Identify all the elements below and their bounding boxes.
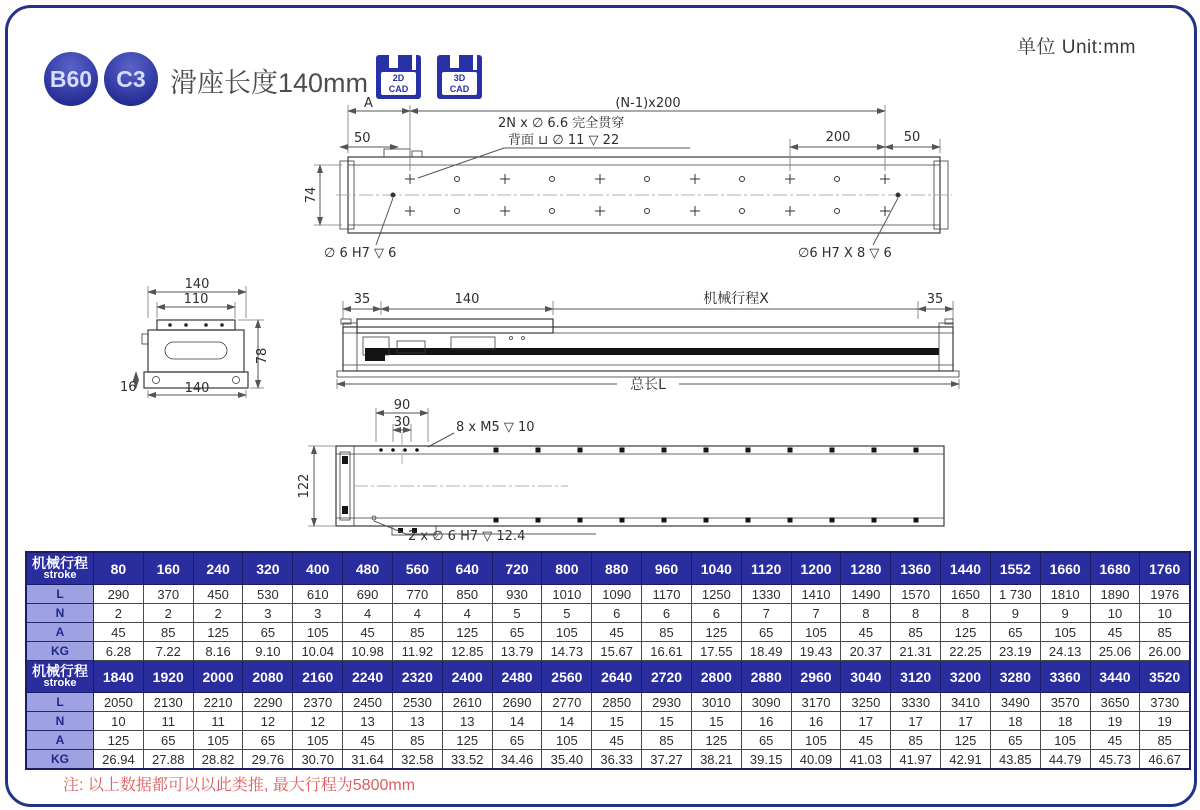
spec-cell: 19.43: [791, 642, 841, 661]
spec-cell: 38.21: [691, 750, 741, 770]
row-label-kg: KG: [26, 750, 94, 770]
spec-cell: 3410: [941, 693, 991, 712]
row-label-l: L: [26, 693, 94, 712]
stroke-value-cell: 1840: [94, 661, 144, 693]
stroke-value-cell: 80: [94, 552, 144, 585]
cross-section-drawing: [118, 276, 276, 400]
dowel-note: 2 x ∅ 6 H7 ▽ 12.4: [408, 529, 526, 544]
top-view-drawing: [298, 95, 958, 265]
stroke-value-cell: 2560: [542, 661, 592, 693]
spec-cell: 85: [642, 623, 692, 642]
spec-cell: 610: [293, 585, 343, 604]
stroke-value-cell: 3280: [990, 661, 1040, 693]
spec-cell: 1010: [542, 585, 592, 604]
spec-cell: 26.00: [1140, 642, 1190, 661]
spec-cell: 12.85: [442, 642, 492, 661]
spec-cell: 13: [343, 712, 393, 731]
stroke-value-cell: 1680: [1090, 552, 1140, 585]
spec-cell: 15: [642, 712, 692, 731]
spec-cell: 28.82: [193, 750, 243, 770]
stroke-value-cell: 560: [392, 552, 442, 585]
stroke-value-cell: 1280: [841, 552, 891, 585]
spec-cell: 37.27: [642, 750, 692, 770]
spec-cell: 8: [941, 604, 991, 623]
spec-cell: 1490: [841, 585, 891, 604]
cad-2d-label: 2D CAD: [381, 72, 416, 95]
spec-cell: 4: [343, 604, 393, 623]
stroke-value-cell: 3520: [1140, 661, 1190, 693]
stroke-value-cell: 1200: [791, 552, 841, 585]
spec-cell: 65: [990, 623, 1040, 642]
spec-cell: 690: [343, 585, 393, 604]
spec-cell: 5: [542, 604, 592, 623]
spec-cell: 45: [1090, 623, 1140, 642]
spec-cell: 125: [442, 623, 492, 642]
spec-cell: 36.33: [592, 750, 642, 770]
stroke-value-cell: 1760: [1140, 552, 1190, 585]
spec-table-block-1: [26, 552, 1190, 661]
spec-cell: 26.94: [94, 750, 144, 770]
spec-cell: 1330: [741, 585, 791, 604]
stroke-value-cell: 2400: [442, 661, 492, 693]
spec-cell: 32.58: [392, 750, 442, 770]
spec-cell: 12: [293, 712, 343, 731]
stroke-value-cell: 960: [642, 552, 692, 585]
row-label-kg: KG: [26, 642, 94, 661]
spec-cell: 29.76: [243, 750, 293, 770]
spec-cell: 3170: [791, 693, 841, 712]
spec-cell: 3250: [841, 693, 891, 712]
row-label-a: A: [26, 731, 94, 750]
spec-cell: 42.91: [941, 750, 991, 770]
spec-cell: 45: [592, 731, 642, 750]
stroke-value-cell: 3440: [1090, 661, 1140, 693]
dim-90: 90: [393, 398, 411, 413]
spec-cell: 45: [343, 731, 393, 750]
stroke-value-cell: 2320: [392, 661, 442, 693]
dim-50-right: 50: [903, 130, 921, 145]
stroke-value-cell: 1360: [891, 552, 941, 585]
dim-140-top: 140: [184, 277, 210, 292]
stroke-value-cell: 880: [592, 552, 642, 585]
unit-label: 单位 Unit:mm: [1016, 37, 1136, 58]
spec-cell: 15: [691, 712, 741, 731]
spec-cell: 85: [392, 731, 442, 750]
stroke-value-cell: 160: [143, 552, 193, 585]
dim-200: 200: [825, 130, 851, 145]
spec-cell: 3090: [741, 693, 791, 712]
stroke-value-cell: 2720: [642, 661, 692, 693]
stroke-value-cell: 800: [542, 552, 592, 585]
spec-cell: 7: [791, 604, 841, 623]
spec-cell: 290: [94, 585, 144, 604]
spec-cell: 45: [343, 623, 393, 642]
stroke-value-cell: 2960: [791, 661, 841, 693]
stroke-value-cell: 3040: [841, 661, 891, 693]
floppy-notch: [473, 55, 477, 70]
side-view-drawing: [301, 289, 963, 399]
spec-cell: 3490: [990, 693, 1040, 712]
cad-2d-download-icon[interactable]: [376, 55, 421, 99]
spec-cell: 45: [841, 623, 891, 642]
hole-note-line1: 2N x ∅ 6.6 完全贯穿: [498, 116, 625, 131]
dim-110: 110: [183, 292, 209, 307]
spec-cell: 13: [392, 712, 442, 731]
spec-cell: 19: [1140, 712, 1190, 731]
footnote: 注: 以上数据都可以以此类推, 最大行程为5800mm: [63, 777, 416, 794]
spec-cell: 105: [1040, 623, 1090, 642]
stroke-value-cell: 2240: [343, 661, 393, 693]
spec-cell: 125: [691, 731, 741, 750]
spec-cell: 46.67: [1140, 750, 1190, 770]
spec-cell: 9: [1040, 604, 1090, 623]
spec-cell: 125: [193, 623, 243, 642]
spec-cell: 65: [741, 623, 791, 642]
spec-cell: 10: [1090, 604, 1140, 623]
spec-cell: 85: [1140, 731, 1190, 750]
spec-cell: 45: [1090, 731, 1140, 750]
spec-cell: 45: [94, 623, 144, 642]
stroke-value-cell: 2800: [691, 661, 741, 693]
spec-cell: 17.55: [691, 642, 741, 661]
spec-cell: 43.85: [990, 750, 1040, 770]
dim-74: 74: [304, 186, 319, 204]
stroke-value-cell: 1040: [691, 552, 741, 585]
spec-cell: 3570: [1040, 693, 1090, 712]
cad-3d-label: 3D CAD: [442, 72, 477, 95]
stroke-value-cell: 2080: [243, 661, 293, 693]
dim-16: 16: [120, 380, 137, 395]
spec-cell: 34.46: [492, 750, 542, 770]
stroke-value-cell: 3200: [941, 661, 991, 693]
spec-cell: 2610: [442, 693, 492, 712]
spec-cell: 2370: [293, 693, 343, 712]
spec-cell: 8.16: [193, 642, 243, 661]
spec-cell: 6.28: [94, 642, 144, 661]
spec-cell: 1410: [791, 585, 841, 604]
spec-cell: 7: [741, 604, 791, 623]
spec-cell: 105: [542, 623, 592, 642]
spec-cell: 31.64: [343, 750, 393, 770]
spec-cell: 85: [392, 623, 442, 642]
spec-cell: 9.10: [243, 642, 293, 661]
spec-cell: 4: [442, 604, 492, 623]
floppy-notch: [412, 55, 416, 70]
stroke-value-cell: 1440: [941, 552, 991, 585]
dowel-left-label: ∅ 6 H7 ▽ 6: [324, 246, 397, 261]
stroke-value-cell: 480: [343, 552, 393, 585]
spec-cell: 85: [891, 731, 941, 750]
spec-cell: 125: [691, 623, 741, 642]
spec-cell: 2210: [193, 693, 243, 712]
spec-cell: 25.06: [1090, 642, 1140, 661]
spec-cell: 10: [1140, 604, 1190, 623]
spec-cell: 11: [193, 712, 243, 731]
row-label-l: L: [26, 585, 94, 604]
spec-cell: 2130: [143, 693, 193, 712]
stroke-header-cell: 机械行程 stroke: [26, 552, 94, 585]
spec-cell: 2050: [94, 693, 144, 712]
stroke-value-cell: 1660: [1040, 552, 1090, 585]
spec-cell: 33.52: [442, 750, 492, 770]
stroke-value-cell: 2160: [293, 661, 343, 693]
spec-cell: 370: [143, 585, 193, 604]
spec-cell: 2850: [592, 693, 642, 712]
dim-50-left: 50: [354, 131, 371, 146]
spec-cell: 3: [243, 604, 293, 623]
dim-140: 140: [454, 292, 480, 307]
page-title: 滑座长度140mm: [170, 68, 369, 98]
spec-cell: 2: [94, 604, 144, 623]
stroke-value-cell: 3360: [1040, 661, 1090, 693]
dim-122: 122: [297, 473, 312, 499]
spec-cell: 18: [1040, 712, 1090, 731]
spec-cell: 14: [492, 712, 542, 731]
stroke-value-cell: 2480: [492, 661, 542, 693]
spec-cell: 1250: [691, 585, 741, 604]
spec-cell: 105: [1040, 731, 1090, 750]
spec-cell: 8: [841, 604, 891, 623]
spec-cell: 44.79: [1040, 750, 1090, 770]
stroke-spec-table: [25, 551, 1191, 770]
spec-cell: 22.25: [941, 642, 991, 661]
total-length-label: 总长L: [630, 377, 666, 393]
spec-cell: 65: [492, 623, 542, 642]
spec-cell: 125: [941, 623, 991, 642]
page-frame: [5, 5, 1197, 807]
spec-cell: 15.67: [592, 642, 642, 661]
spec-cell: 11: [143, 712, 193, 731]
spec-cell: 65: [990, 731, 1040, 750]
spec-cell: 85: [642, 731, 692, 750]
tap-note: 8 x M5 ▽ 10: [456, 420, 535, 435]
spec-cell: 1170: [642, 585, 692, 604]
spec-cell: 1810: [1040, 585, 1090, 604]
spec-cell: 13: [442, 712, 492, 731]
spec-cell: 105: [293, 623, 343, 642]
bottom-view-drawing: [296, 400, 968, 542]
stroke-value-cell: 3120: [891, 661, 941, 693]
spec-cell: 3330: [891, 693, 941, 712]
dim-140-bottom: 140: [184, 381, 210, 396]
dim-78: 78: [255, 347, 270, 365]
stroke-value-cell: 640: [442, 552, 492, 585]
floppy-notch: [389, 55, 398, 68]
spec-cell: 1570: [891, 585, 941, 604]
spec-cell: 3650: [1090, 693, 1140, 712]
spec-cell: 1976: [1140, 585, 1190, 604]
row-label-n: N: [26, 604, 94, 623]
dim-35-left: 35: [353, 292, 371, 307]
spec-cell: 10: [94, 712, 144, 731]
spec-cell: 85: [891, 623, 941, 642]
dowel-right-label: ∅6 H7 X 8 ▽ 6: [798, 246, 892, 261]
stroke-dim-label: 机械行程X: [703, 291, 769, 307]
stroke-value-cell: 1552: [990, 552, 1040, 585]
type-badge: C3: [104, 52, 158, 106]
spec-cell: 16.61: [642, 642, 692, 661]
spec-cell: 9: [990, 604, 1040, 623]
spec-cell: 21.31: [891, 642, 941, 661]
spec-cell: 6: [592, 604, 642, 623]
spec-cell: 125: [94, 731, 144, 750]
spec-cell: 65: [492, 731, 542, 750]
spec-cell: 41.03: [841, 750, 891, 770]
spec-cell: 23.19: [990, 642, 1040, 661]
model-badge: B60: [44, 52, 98, 106]
stroke-value-cell: 2640: [592, 661, 642, 693]
spec-table-block-2: [26, 661, 1190, 770]
spec-cell: 2290: [243, 693, 293, 712]
spec-cell: 17: [841, 712, 891, 731]
spec-cell: 105: [791, 623, 841, 642]
spec-cell: 16: [791, 712, 841, 731]
dim-30: 30: [393, 415, 411, 430]
spec-cell: 10.98: [343, 642, 393, 661]
floppy-notch: [450, 55, 459, 68]
spec-cell: 2690: [492, 693, 542, 712]
spec-cell: 19: [1090, 712, 1140, 731]
spec-cell: 24.13: [1040, 642, 1090, 661]
spec-cell: 18: [990, 712, 1040, 731]
spec-cell: 65: [243, 623, 293, 642]
stroke-value-cell: 240: [193, 552, 243, 585]
spec-cell: 2770: [542, 693, 592, 712]
spec-cell: 2450: [343, 693, 393, 712]
spec-cell: 8: [891, 604, 941, 623]
spec-cell: 2: [193, 604, 243, 623]
fastener-marks: [379, 448, 918, 523]
spec-cell: 65: [741, 731, 791, 750]
spec-cell: 105: [293, 731, 343, 750]
spec-cell: 105: [542, 731, 592, 750]
spec-cell: 65: [243, 731, 293, 750]
spec-cell: 15: [592, 712, 642, 731]
spec-cell: 2: [143, 604, 193, 623]
spec-cell: 1 730: [990, 585, 1040, 604]
spec-cell: 18.49: [741, 642, 791, 661]
spec-cell: 20.37: [841, 642, 891, 661]
spec-cell: 65: [143, 731, 193, 750]
spec-cell: 14: [542, 712, 592, 731]
stroke-value-cell: 1920: [143, 661, 193, 693]
spec-cell: 10.04: [293, 642, 343, 661]
spec-cell: 850: [442, 585, 492, 604]
spec-cell: 770: [392, 585, 442, 604]
spec-cell: 40.09: [791, 750, 841, 770]
cad-3d-download-icon[interactable]: [437, 55, 482, 99]
spec-cell: 16: [741, 712, 791, 731]
stroke-value-cell: 400: [293, 552, 343, 585]
spec-cell: 125: [442, 731, 492, 750]
spec-cell: 7.22: [143, 642, 193, 661]
spec-cell: 105: [193, 731, 243, 750]
spec-cell: 30.70: [293, 750, 343, 770]
spec-cell: 4: [392, 604, 442, 623]
spec-cell: 2530: [392, 693, 442, 712]
spec-cell: 5: [492, 604, 542, 623]
spec-cell: 6: [691, 604, 741, 623]
hole-note-line2: 背面 ⊔ ∅ 11 ▽ 22: [508, 133, 620, 148]
spec-cell: 27.88: [143, 750, 193, 770]
spec-cell: 45.73: [1090, 750, 1140, 770]
spec-cell: 1090: [592, 585, 642, 604]
spec-cell: 41.97: [891, 750, 941, 770]
stroke-value-cell: 2000: [193, 661, 243, 693]
row-label-n: N: [26, 712, 94, 731]
spec-cell: 45: [841, 731, 891, 750]
stroke-value-cell: 2880: [741, 661, 791, 693]
dim-a: A: [364, 96, 373, 111]
spec-cell: 1650: [941, 585, 991, 604]
spec-cell: 35.40: [542, 750, 592, 770]
dim-35-right: 35: [926, 292, 944, 307]
spec-cell: 17: [941, 712, 991, 731]
spec-cell: 3730: [1140, 693, 1190, 712]
spec-cell: 85: [1140, 623, 1190, 642]
stroke-value-cell: 1120: [741, 552, 791, 585]
spec-cell: 530: [243, 585, 293, 604]
stroke-value-cell: 720: [492, 552, 542, 585]
stroke-header-cell: 机械行程 stroke: [26, 661, 94, 693]
spec-cell: 45: [592, 623, 642, 642]
spec-cell: 450: [193, 585, 243, 604]
spec-cell: 6: [642, 604, 692, 623]
spec-cell: 14.73: [542, 642, 592, 661]
spec-cell: 3010: [691, 693, 741, 712]
spec-cell: 125: [941, 731, 991, 750]
spec-cell: 17: [891, 712, 941, 731]
spec-cell: 85: [143, 623, 193, 642]
stroke-value-cell: 320: [243, 552, 293, 585]
spec-cell: 11.92: [392, 642, 442, 661]
spec-cell: 105: [791, 731, 841, 750]
spec-cell: 1890: [1090, 585, 1140, 604]
spec-cell: 13.79: [492, 642, 542, 661]
spec-cell: 3: [293, 604, 343, 623]
spec-cell: 2930: [642, 693, 692, 712]
spec-cell: 39.15: [741, 750, 791, 770]
row-label-a: A: [26, 623, 94, 642]
dim-span: (N-1)x200: [615, 96, 681, 111]
spec-cell: 12: [243, 712, 293, 731]
spec-cell: 930: [492, 585, 542, 604]
